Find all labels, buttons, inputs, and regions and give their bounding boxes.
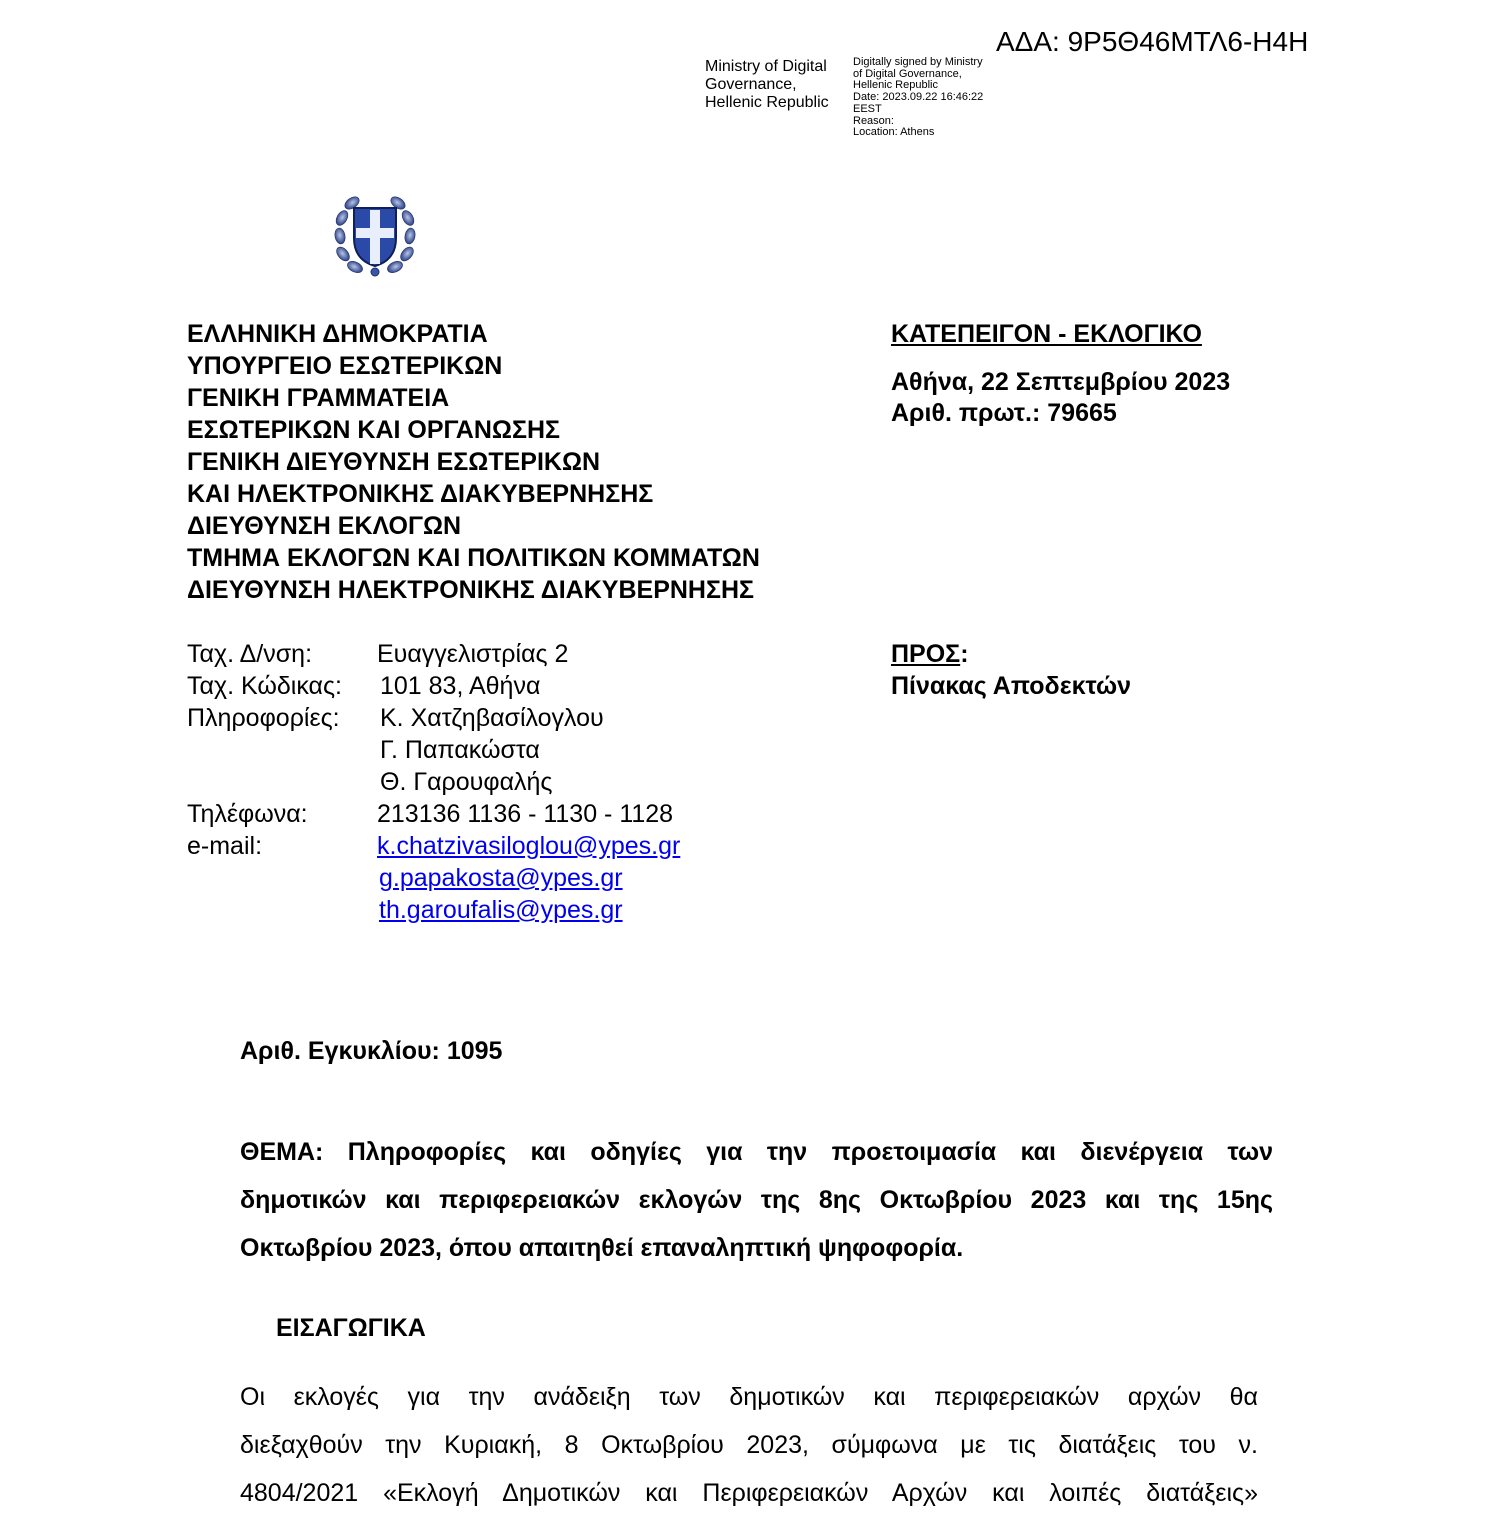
- recipients-colon: :: [960, 640, 969, 668]
- subject-line: Οκτωβρίου 2023, όπου απαιτηθεί επαναληπτική ψηφοφορία.: [240, 1234, 964, 1262]
- signature-signer: [705, 58, 829, 112]
- signer-line: Hellenic Republic: [705, 94, 829, 111]
- body-line: Οι εκλογές για την ανάδειξη των δημοτικών και περιφερειακών αρχών θα: [240, 1383, 1258, 1411]
- signature-detail-line: Date: 2023.09.22 16:46:22: [853, 91, 984, 104]
- subject-paragraph: [240, 1128, 1273, 1272]
- address-value: Ευαγγελιστρίας 2: [377, 640, 569, 668]
- info-contact-name: Θ. Γαρουφαλής: [380, 768, 553, 796]
- signature-detail-line: Digitally signed by Ministry: [853, 56, 983, 68]
- body-paragraph: [240, 1373, 1258, 1517]
- signer-line: Ministry of Digital: [705, 58, 827, 75]
- signature-detail-line: Hellenic Republic: [853, 79, 938, 92]
- signature-details: [853, 57, 983, 139]
- greek-coat-of-arms-emblem: [330, 186, 420, 280]
- ada-code: ΑΔΑ: 9Ρ5Θ46ΜΤΛ6-Η4Η: [996, 26, 1309, 57]
- header-line: ΕΛΛΗΝΙΚΗ ΔΗΜΟΚΡΑΤΙΑ: [187, 320, 488, 348]
- address-label: Ταχ. Δ/νση:: [187, 640, 313, 668]
- header-line: ΥΠΟΥΡΓΕΙΟ ΕΣΩΤΕΡΙΚΩΝ: [187, 352, 503, 380]
- recipients-block: [891, 638, 1131, 702]
- protocol-number: Αριθ. πρωτ.: 79665: [891, 399, 1117, 427]
- info-label: Πληροφορίες:: [187, 704, 340, 732]
- postal-code-label: Ταχ. Κώδικας:: [187, 672, 342, 700]
- signer-line: Governance,: [705, 76, 797, 93]
- postal-code-value: 101 83, Αθήνα: [380, 672, 541, 700]
- email-link[interactable]: th.garoufalis@ypes.gr: [379, 896, 623, 924]
- header-line: ΔΙΕΥΘΥΝΣΗ ΕΚΛΟΓΩΝ: [187, 512, 462, 540]
- signature-detail-line: Reason:: [853, 114, 894, 127]
- email-link[interactable]: g.papakosta@ypes.gr: [379, 864, 623, 892]
- body-line: 4804/2021 «Εκλογή Δημοτικών και Περιφερειακών Αρχών και λοιπές διατάξεις»: [240, 1479, 1258, 1507]
- phone-label: Τηλέφωνα:: [187, 800, 308, 828]
- info-contact-name: Γ. Παπακώστα: [380, 736, 540, 764]
- header-line: ΤΜΗΜΑ ΕΚΛΟΓΩΝ ΚΑΙ ΠΟΛΙΤΙΚΩΝ ΚΟΜΜΑΤΩΝ: [187, 544, 760, 572]
- header-line: ΔΙΕΥΘΥΝΣΗ ΗΛΕΚΤΡΟΝΙΚΗΣ ΔΙΑΚΥΒΕΡΝΗΣΗΣ: [187, 576, 755, 604]
- date-protocol-block: [891, 367, 1230, 429]
- signature-detail-line: Location: Athens: [853, 126, 935, 139]
- email-label: e-mail:: [187, 832, 263, 860]
- issuer-header: [187, 318, 760, 606]
- header-line: ΓΕΝΙΚΗ ΔΙΕΥΘΥΝΣΗ ΕΣΩΤΕΡΙΚΩΝ: [187, 448, 601, 476]
- recipients-value: Πίνακας Αποδεκτών: [891, 672, 1131, 700]
- circular-number: Αριθ. Εγκυκλίου: 1095: [240, 1037, 503, 1065]
- signature-detail-line: EEST: [853, 102, 882, 115]
- subject-line: ΘΕΜΑ: Πληροφορίες και οδηγίες για την προετοιμασία και διενέργεια των: [240, 1138, 1273, 1166]
- info-contact-name: Κ. Χατζηβασίλογλου: [380, 704, 604, 732]
- header-line: ΕΣΩΤΕΡΙΚΩΝ ΚΑΙ ΟΡΓΑΝΩΣΗΣ: [187, 416, 561, 444]
- phone-value: 213136 1136 - 1130 - 1128: [377, 800, 674, 828]
- recipients-label: ΠΡΟΣ: [891, 640, 961, 668]
- section-heading: ΕΙΣΑΓΩΓΙΚΑ: [276, 1314, 426, 1342]
- header-line: ΚΑΙ ΗΛΕΚΤΡΟΝΙΚΗΣ ΔΙΑΚΥΒΕΡΝΗΣΗΣ: [187, 480, 654, 508]
- urgency-label: ΚΑΤΕΠΕΙΓΟΝ - ΕΚΛΟΓΙΚΟ: [891, 320, 1202, 348]
- body-line: διεξαχθούν την Κυριακή, 8 Οκτωβρίου 2023, σύμφωνα με τις διατάξεις του ν.: [240, 1431, 1258, 1459]
- date-line: Αθήνα, 22 Σεπτεμβρίου 2023: [891, 368, 1231, 396]
- header-line: ΓΕΝΙΚΗ ΓΡΑΜΜΑΤΕΙΑ: [187, 384, 450, 412]
- signature-detail-line: of Digital Governance,: [853, 67, 962, 80]
- email-link[interactable]: k.chatzivasiloglou@ypes.gr: [377, 832, 681, 860]
- subject-line: δημοτικών και περιφερειακών εκλογών της 8ης Οκτωβρίου 2023 και της 15ης: [240, 1186, 1273, 1214]
